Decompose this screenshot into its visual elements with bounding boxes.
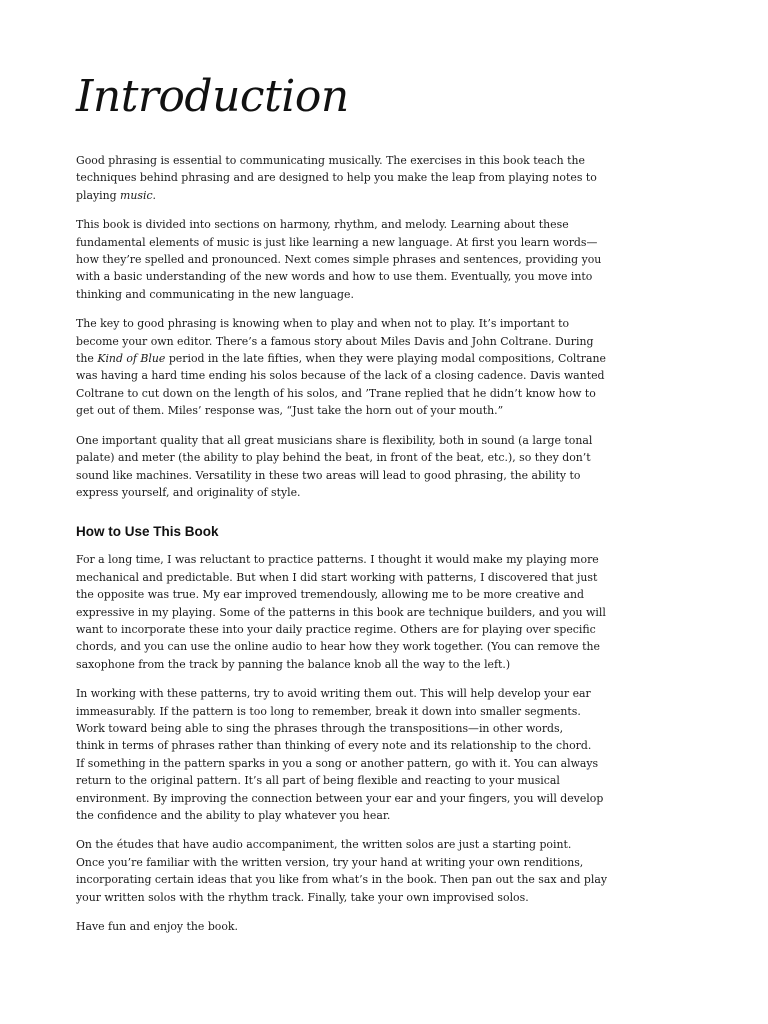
text-segment: incorporating certain ideas that you like from what’s in the book. Then pan out the sax and play bbox=[76, 873, 608, 887]
text-line bbox=[76, 836, 572, 853]
text-line bbox=[76, 755, 599, 772]
paragraph bbox=[76, 432, 593, 502]
text-line bbox=[76, 685, 591, 702]
intro-section bbox=[76, 152, 606, 501]
text-line bbox=[76, 467, 581, 484]
text-segment: saxophone from the track by panning the balance knob all the way to the left.) bbox=[76, 657, 511, 671]
text-segment: For a long time, I was reluctant to practice patterns. I thought it would make my playing more bbox=[76, 553, 599, 567]
text-line bbox=[76, 251, 602, 268]
text-segment: . bbox=[152, 188, 157, 202]
text-line bbox=[76, 638, 600, 655]
text-line bbox=[76, 889, 548, 906]
text-segment: sound like machines. Versatility in these two areas will lead to good phrasing, the ability to bbox=[76, 468, 581, 482]
text-line bbox=[76, 871, 608, 888]
text-segment: period in the late fifties, when they were playing modal compositions, Coltrane bbox=[165, 352, 606, 366]
text-line bbox=[76, 621, 596, 638]
text-line bbox=[76, 268, 593, 285]
paragraph bbox=[76, 152, 597, 204]
text-segment: want to incorporate these into your daily practice regime. Others are for playing over specific bbox=[76, 622, 596, 636]
text-line bbox=[76, 772, 560, 789]
section-heading: How to Use This Book bbox=[76, 524, 219, 540]
text-segment: become your own editor. There’s a famous story about Miles Davis and John Coltrane. During bbox=[76, 334, 594, 348]
page-title: Introduction bbox=[76, 71, 349, 122]
text-line bbox=[76, 604, 606, 621]
text-line bbox=[76, 286, 548, 303]
text-segment: thinking and communicating in the new language. bbox=[76, 287, 354, 301]
text-segment: Work toward being able to sing the phrases through the transpositions—in other words, bbox=[76, 721, 564, 735]
text-segment: If something in the pattern sparks in you a song or another pattern, go with it. You can always bbox=[76, 756, 599, 770]
text-line bbox=[76, 720, 564, 737]
text-segment: playing bbox=[76, 188, 121, 202]
body-text bbox=[76, 152, 608, 935]
text-segment: Once you’re familiar with the written version, try your hand at writing your own renditions, bbox=[76, 855, 584, 869]
text-segment: mechanical and predictable. But when I did start working with patterns, I discovered that just bbox=[76, 570, 598, 584]
italic-text: Kind of Blue bbox=[97, 352, 166, 366]
italic-text: music bbox=[120, 188, 153, 202]
text-segment: Coltrane to cut down on the length of his solos, and ’Trane replied that he didn’t know how to bbox=[76, 386, 596, 400]
how-to-use-section bbox=[76, 551, 608, 935]
text-segment: think in terms of phrases rather than thinking of every note and its relationship to the chord. bbox=[76, 739, 592, 753]
paragraph bbox=[76, 836, 608, 906]
text-line bbox=[76, 350, 606, 367]
text-segment: techniques behind phrasing and are designed to help you make the leap from playing notes to bbox=[76, 171, 597, 185]
text-line bbox=[76, 854, 584, 871]
text-segment: Good phrasing is essential to communicating musically. The exercises in this book teach the bbox=[76, 154, 585, 167]
text-segment: expressive in my playing. Some of the patterns in this book are technique builders, and you will bbox=[76, 605, 606, 619]
text-segment: express yourself, and originality of style. bbox=[76, 485, 301, 499]
text-line bbox=[76, 152, 585, 169]
text-line bbox=[76, 551, 599, 568]
text-line bbox=[76, 169, 597, 186]
text-segment: with a basic understanding of the new words and how to use them. Eventually, you move into bbox=[76, 270, 593, 284]
text-line bbox=[76, 187, 548, 204]
text-segment: This book is divided into sections on harmony, rhythm, and melody. Learning about these bbox=[76, 218, 569, 232]
text-line bbox=[76, 807, 548, 824]
text-line bbox=[76, 333, 594, 350]
text-line bbox=[76, 402, 548, 419]
text-segment: palate) and meter (the ability to play behind the beat, in front of the beat, etc.), so they don’t bbox=[76, 451, 591, 465]
text-line bbox=[76, 315, 570, 332]
text-line bbox=[76, 918, 548, 935]
text-line bbox=[76, 216, 569, 233]
paragraph bbox=[76, 551, 606, 673]
text-segment: the bbox=[76, 352, 98, 366]
text-line bbox=[76, 703, 581, 720]
text-line bbox=[76, 367, 605, 384]
paragraph bbox=[76, 918, 548, 935]
paragraph bbox=[76, 216, 602, 303]
text-segment: On the études that have audio accompaniment, the written solos are just a starting point. bbox=[76, 838, 572, 852]
text-line bbox=[76, 385, 596, 402]
paragraph bbox=[76, 685, 604, 824]
text-segment: fundamental elements of music is just like learning a new language. At first you learn words— bbox=[76, 235, 598, 249]
text-line bbox=[76, 432, 593, 449]
text-line bbox=[76, 737, 592, 754]
text-segment: get out of them. Miles’ response was, “Just take the horn out of your mouth.” bbox=[76, 404, 504, 418]
text-segment: the confidence and the ability to play whatever you hear. bbox=[76, 809, 391, 822]
text-segment: Have fun and enjoy the book. bbox=[76, 920, 238, 934]
text-line bbox=[76, 234, 598, 251]
text-line bbox=[76, 484, 548, 501]
text-segment: return to the original pattern. It’s all part of being flexible and reacting to your musical bbox=[76, 774, 560, 788]
text-line bbox=[76, 449, 591, 466]
text-line bbox=[76, 656, 548, 673]
text-segment: was having a hard time ending his solos because of the lack of a closing cadence. Davis wanted bbox=[76, 369, 605, 383]
text-segment: chords, and you can use the online audio to hear how they work together. (You can remove the bbox=[76, 640, 600, 654]
text-segment: The key to good phrasing is knowing when to play and when not to play. It’s important to bbox=[76, 317, 570, 331]
paragraph bbox=[76, 315, 606, 419]
text-line bbox=[76, 790, 604, 807]
text-segment: the opposite was true. My ear improved tremendously, allowing me to be more creative and bbox=[76, 588, 584, 602]
text-line bbox=[76, 569, 598, 586]
text-segment: environment. By improving the connection between your ear and your fingers, you will develop bbox=[76, 791, 604, 805]
text-segment: immeasurably. If the pattern is too long to remember, break it down into smaller segments. bbox=[76, 704, 581, 718]
text-segment: how they’re spelled and pronounced. Next comes simple phrases and sentences, providing you bbox=[76, 253, 602, 267]
text-segment: In working with these patterns, try to avoid writing them out. This will help develop your ear bbox=[76, 687, 591, 701]
text-segment: One important quality that all great musicians share is flexibility, both in sound (a large tonal bbox=[76, 433, 593, 447]
text-line bbox=[76, 586, 584, 603]
text-segment: your written solos with the rhythm track. Finally, take your own improvised solos. bbox=[76, 890, 529, 904]
